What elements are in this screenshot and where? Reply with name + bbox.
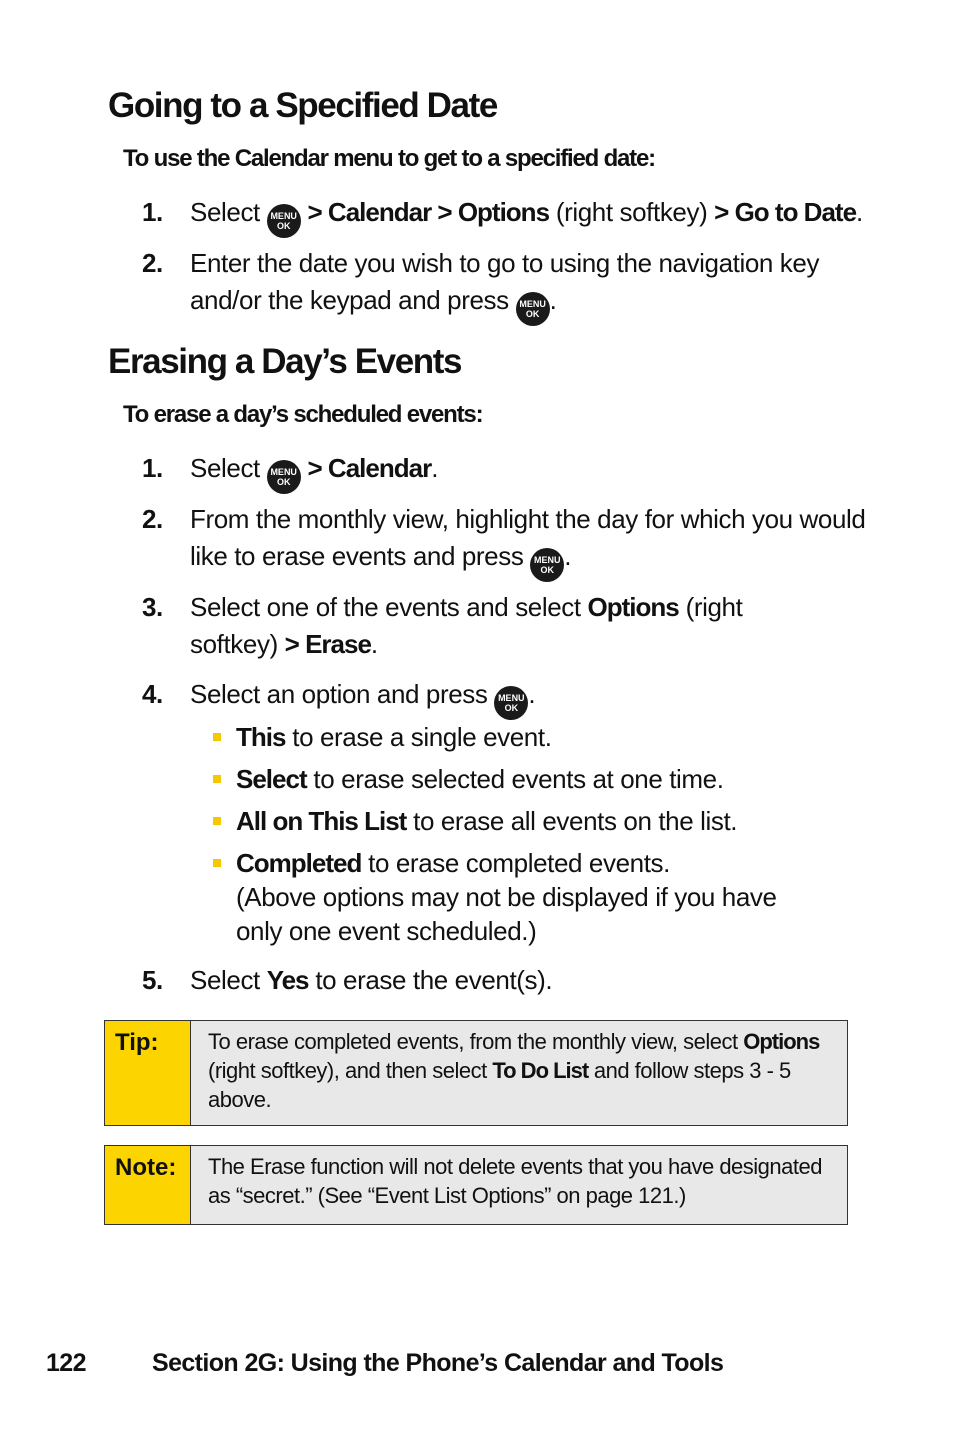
tip-bold: To Do List: [492, 1058, 589, 1083]
step-number: 4.: [142, 679, 163, 709]
note-box: [104, 1145, 848, 1225]
step-4: 4. Select an option and press MENU OK .: [142, 676, 872, 720]
step-number: 1.: [142, 197, 163, 227]
step-2: 2. From the monthly view, highlight the day for which you would like to erase events and press MENU OK .: [142, 501, 872, 582]
step-text: Select: [190, 453, 267, 483]
step-bold: > Go to Date: [714, 197, 857, 227]
step-number: 2.: [142, 248, 163, 278]
menu-ok-key-icon: MENU OK: [494, 686, 528, 720]
option-all-on-this-list: [213, 804, 853, 838]
note-label: Note:: [105, 1146, 191, 1224]
intro-erasing-events: To erase a day’s scheduled events:: [123, 401, 483, 428]
step-text: (right softkey): [549, 197, 715, 227]
tip-content: To erase completed events, from the monthly view, select Options (right softkey), and then select To Do List and follow steps 3 - 5 above.: [208, 1029, 820, 1112]
step-3: 3. Select one of the events and select Options (right softkey) > Erase.: [142, 589, 872, 663]
step-2: 2. Enter the date you wish to go to using the navigation key and/or the keypad and press MENU OK .: [142, 245, 872, 326]
option-term: Select: [236, 764, 307, 794]
step-number: 3.: [142, 592, 163, 622]
step-bold: > Calendar: [307, 453, 432, 483]
option-note: (Above options may not be displayed if you have only one event scheduled.): [236, 882, 777, 946]
bullet-square-icon: [213, 859, 221, 867]
option-select: [213, 762, 853, 796]
option-this: [213, 720, 853, 754]
bullet-square-icon: [213, 775, 221, 783]
step-text: Select an option and press: [190, 679, 495, 709]
step-text: Enter the date you wish to go to using the navigation key and/or the keypad and press: [190, 248, 820, 315]
tip-box: [104, 1020, 848, 1126]
option-term: Completed: [236, 848, 362, 878]
option-desc: to erase completed events.: [361, 848, 670, 878]
bullet-square-icon: [213, 733, 221, 741]
step-bold: > Calendar > Options: [307, 197, 550, 227]
menu-ok-key-icon: MENU OK: [530, 548, 564, 582]
tip-label: Tip:: [105, 1021, 191, 1125]
option-term: All on This List: [236, 806, 407, 836]
menu-ok-key-icon: MENU OK: [267, 204, 301, 238]
step-bold: Options: [587, 592, 679, 622]
step-1: 1. Select MENU OK > Calendar.: [142, 450, 872, 494]
heading-erasing-events: Erasing a Day’s Events: [108, 342, 462, 381]
option-completed: [213, 846, 853, 948]
option-term: This: [236, 722, 286, 752]
step-text: Select: [190, 965, 267, 995]
step-text: From the monthly view, highlight the day for which you would like to erase events and press: [190, 504, 866, 571]
heading-going-to-date: Going to a Specified Date: [108, 86, 497, 125]
page-number: 122: [46, 1349, 86, 1377]
step-1: 1. Select MENU OK > Calendar > Options (right softkey) > Go to Date.: [142, 194, 872, 238]
step-number: 2.: [142, 504, 163, 534]
option-desc: to erase a single event.: [285, 722, 552, 752]
step-text: Select: [190, 197, 267, 227]
step-number: 1.: [142, 453, 163, 483]
step-text: Select one of the events and select: [190, 592, 588, 622]
step-bold: Yes: [266, 965, 309, 995]
option-desc: to erase all events on the list.: [406, 806, 738, 836]
note-content: The Erase function will not delete events that you have designated as “secret.” (See “Event List Options” on page 121.): [208, 1154, 822, 1208]
option-desc: to erase selected events at one time.: [306, 764, 724, 794]
footer-section-title: Section 2G: Using the Phone’s Calendar and Tools: [152, 1349, 724, 1377]
tip-bold: Options: [743, 1029, 820, 1054]
menu-ok-key-icon: MENU OK: [267, 460, 301, 494]
step-number: 5.: [142, 965, 163, 995]
menu-ok-key-icon: MENU OK: [516, 292, 550, 326]
step-text: (right softkey): [190, 592, 743, 659]
bullet-square-icon: [213, 817, 221, 825]
step-bold: > Erase: [284, 629, 371, 659]
intro-going-to-date: To use the Calendar menu to get to a specified date:: [123, 145, 655, 172]
step-5: [142, 962, 872, 999]
step-text: to erase the event(s).: [308, 965, 553, 995]
